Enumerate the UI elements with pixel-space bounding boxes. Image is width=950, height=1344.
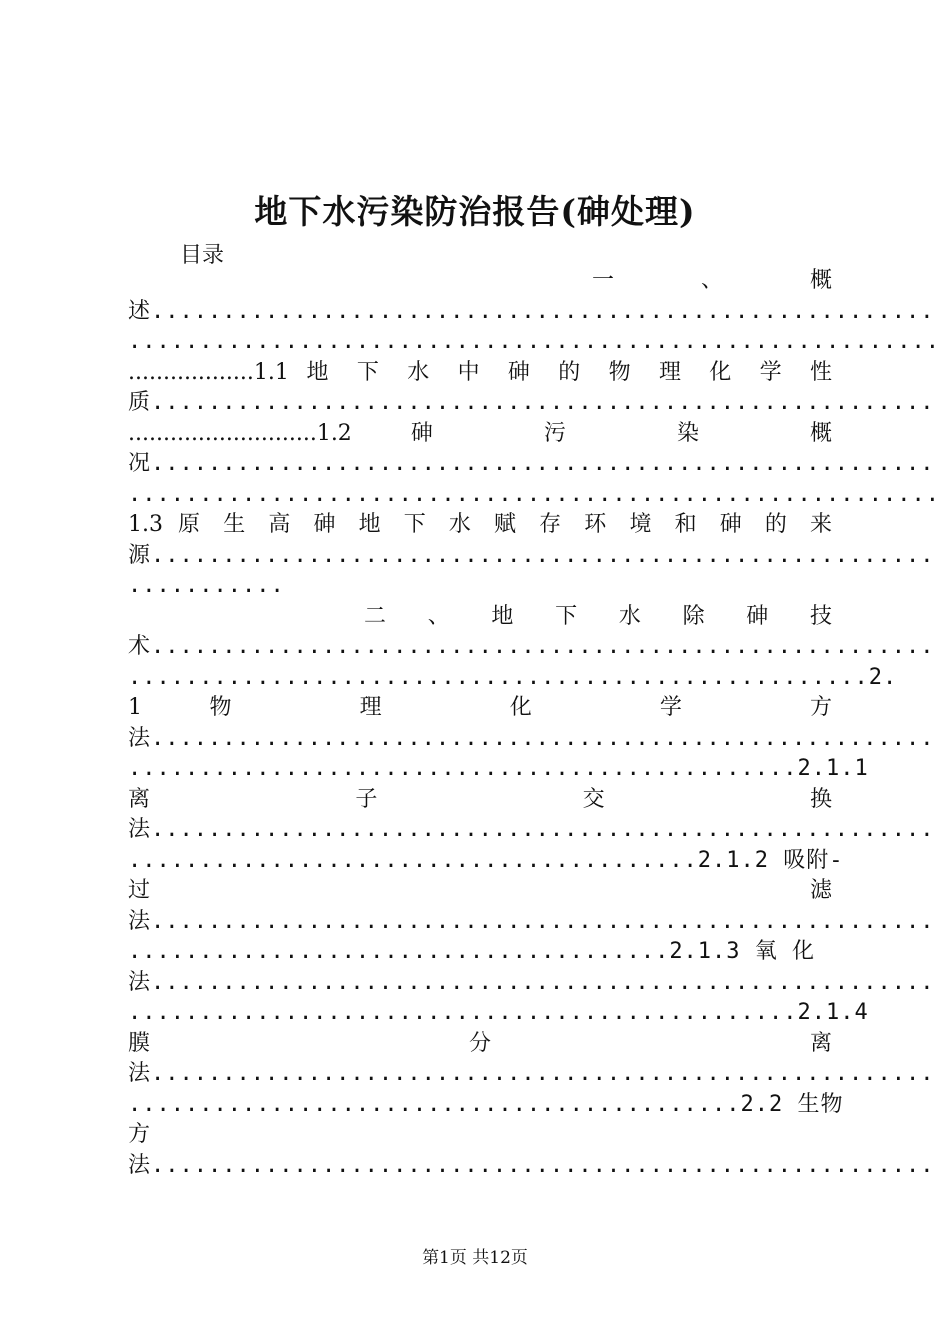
toc-heading: 目录 — [180, 243, 225, 268]
toc-line: ...............................................2.1.4 — [128, 1000, 869, 1025]
toc-line: 述....................................................... — [128, 298, 935, 324]
document-title: 地下水污染防治报告(砷处理) — [254, 192, 696, 231]
toc-line: ........... — [128, 573, 285, 598]
toc-line: ...........................................2.2 生物 — [128, 1091, 844, 1117]
table-of-contents — [128, 266, 940, 1181]
toc-line: 源....................................................... — [128, 542, 935, 568]
toc-line: ...............................................2.1.1 — [128, 756, 869, 781]
toc-line: 法....................................................... — [128, 908, 935, 934]
toc-line-text: ...........................1.2 砷 污 染 概 — [128, 420, 832, 446]
toc-line-text: 二 、 地 下 水 除 砷 技 — [364, 603, 832, 629]
toc-line: 术....................................................... — [128, 634, 935, 659]
toc-line: 法....................................................... — [128, 725, 935, 751]
page-number-footer: 第1页 共12页 — [422, 1248, 528, 1268]
toc-line — [128, 358, 832, 389]
toc-line: 法....................................................... — [128, 1152, 935, 1178]
toc-line: 方 — [128, 1122, 151, 1147]
toc-line-text: 过 滤 — [128, 878, 832, 903]
toc-line — [128, 876, 832, 907]
toc-line: ....................................................2. — [128, 664, 898, 690]
toc-line-text: 1.3 原 生 高 砷 地 下 水 赋 存 环 境 和 砷 的 来 — [128, 512, 832, 537]
toc-line — [128, 785, 832, 816]
toc-line: 况....................................................... — [128, 451, 935, 476]
toc-line: 法....................................................... — [128, 817, 935, 842]
toc-line-text: ..................1.1 地 下 水 中 砷 的 物 理 化 学 性 — [128, 359, 832, 385]
toc-line — [128, 266, 832, 297]
toc-line-text: 1 物 理 化 学 方 — [128, 695, 832, 720]
toc-line: 法....................................................... — [128, 1061, 935, 1086]
toc-line — [128, 419, 832, 450]
toc-line-text: 膜 分 离 — [128, 1030, 832, 1056]
toc-line — [128, 602, 832, 633]
toc-line-text: 离 子 交 换 — [128, 786, 832, 812]
toc-line: ......................................2.1.3 氧 化 — [128, 939, 816, 964]
toc-line-text: 一 、 概 — [592, 268, 832, 293]
toc-line: ......................................................... — [128, 329, 940, 354]
toc-line: ........................................2.1.2 吸附- — [128, 847, 844, 873]
toc-line — [128, 693, 832, 724]
toc-line: 法....................................................... — [128, 969, 935, 995]
toc-line — [128, 510, 832, 541]
toc-line: ......................................................... — [128, 481, 940, 507]
toc-line — [128, 1029, 832, 1060]
toc-line: 质....................................................... — [128, 390, 935, 415]
